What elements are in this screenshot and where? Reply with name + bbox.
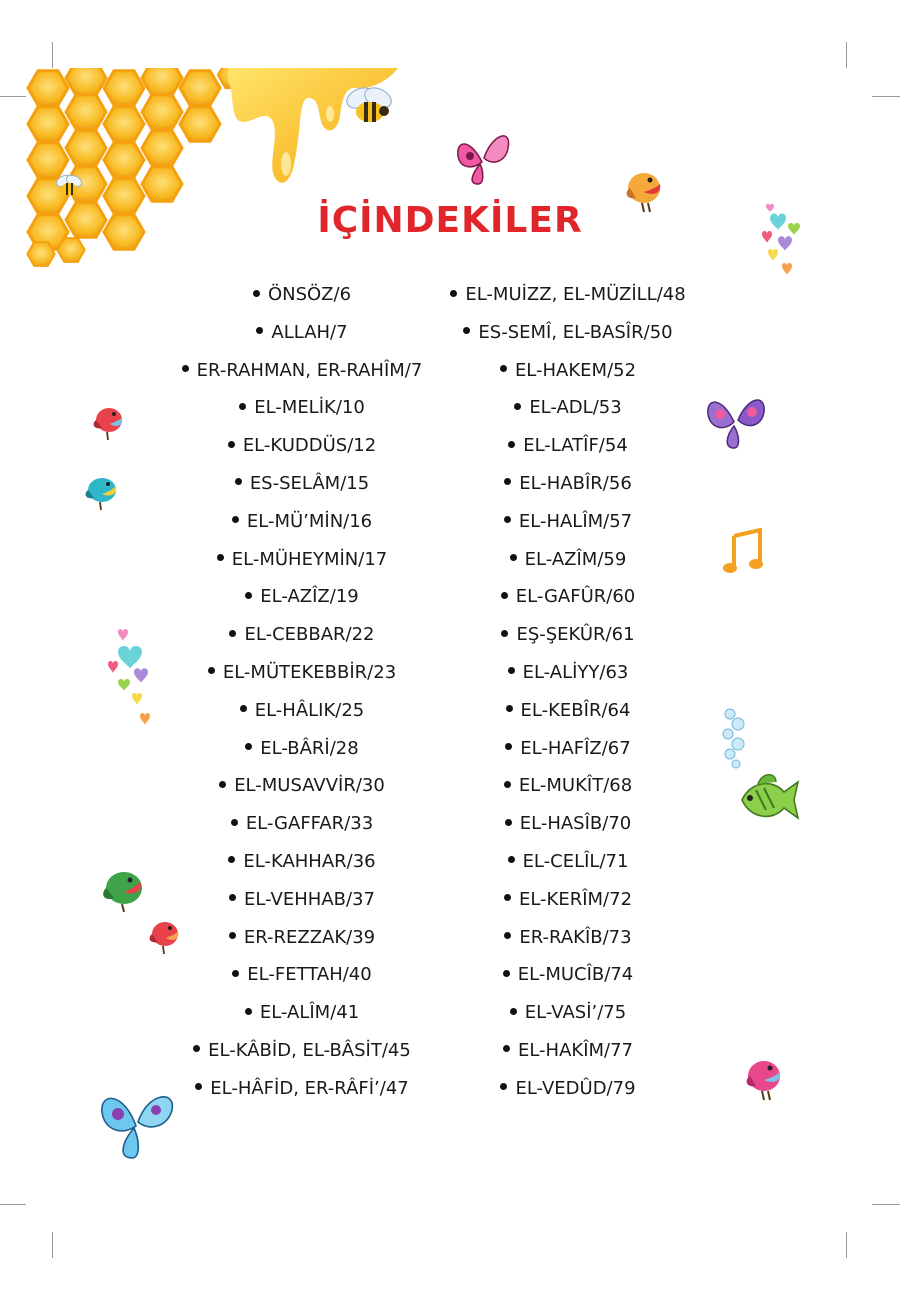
bullet-icon — [508, 856, 515, 863]
bullet-icon — [504, 894, 511, 901]
bullet-icon — [504, 516, 511, 523]
bubbles-icon — [718, 706, 752, 772]
bullet-icon — [503, 1045, 510, 1052]
toc-entry — [398, 616, 738, 654]
crop-mark — [872, 1204, 900, 1205]
bullet-icon — [228, 856, 235, 863]
bullet-icon — [508, 441, 515, 448]
bullet-icon — [503, 970, 510, 977]
toc-entry — [398, 465, 738, 503]
toc-entry-text: EL-MUKÎT/68 — [518, 775, 633, 797]
toc-entry — [398, 1032, 738, 1070]
toc-entry — [398, 578, 738, 616]
bullet-icon — [514, 403, 521, 410]
toc-entry-text: EL-MUSAVVİR/30 — [234, 775, 385, 797]
toc-entry-text: EL-AZÎM/59 — [524, 548, 627, 570]
bird-icon — [92, 402, 128, 442]
toc-entry-text: EL-MÜHEYMİN/17 — [231, 548, 388, 570]
toc-entry — [398, 427, 738, 465]
toc-entry-text: EL-AZÎZ/19 — [260, 586, 359, 608]
toc-entry-text: EL-MUCÎB/74 — [517, 964, 634, 986]
toc-entry-text: EL-HAKÎM/77 — [517, 1039, 634, 1061]
bullet-icon — [253, 290, 260, 297]
toc-entry-text: EL-MÜTEKEBBİR/23 — [222, 661, 397, 683]
bullet-icon — [219, 781, 226, 788]
crop-mark — [52, 1232, 53, 1258]
bird-icon — [148, 916, 184, 956]
bullet-icon — [504, 932, 511, 939]
toc-entry-text: ÖNSÖZ/6 — [267, 284, 352, 305]
bee-icon — [52, 174, 86, 200]
toc-entry — [398, 956, 738, 994]
toc-entry-text: EL-HALÎM/57 — [518, 510, 633, 532]
toc-entry-text: EL-VEDÛD/79 — [515, 1077, 636, 1099]
bird-icon — [742, 1054, 786, 1102]
bullet-icon — [256, 327, 263, 334]
toc-entry-text: ER-RAKÎB/73 — [519, 926, 632, 948]
toc-entry — [398, 503, 738, 541]
toc-entry-text: EL-MÜ’MİN/16 — [246, 510, 373, 532]
toc-entry — [398, 730, 738, 768]
toc-entry — [398, 389, 738, 427]
crop-mark — [846, 1232, 847, 1258]
bullet-icon — [232, 516, 239, 523]
toc-entry — [398, 654, 738, 692]
toc-entry-text: EL-HABÎR/56 — [519, 472, 632, 494]
toc-entry-text: ER-REZZAK/39 — [243, 926, 376, 948]
toc-entry — [398, 919, 738, 957]
crop-mark — [846, 42, 847, 68]
bullet-icon — [510, 1008, 517, 1015]
toc-entry-text: EL-GAFFAR/33 — [245, 813, 374, 835]
toc-entry-text: EL-GAFÛR/60 — [515, 586, 636, 608]
music-note-icon — [722, 528, 766, 576]
bullet-icon — [505, 819, 512, 826]
bullet-icon — [463, 327, 470, 334]
toc-entry — [398, 692, 738, 730]
toc-entry-text: ES-SEMÎ, EL-BASÎR/50 — [478, 321, 673, 343]
bullet-icon — [239, 403, 246, 410]
toc-entry-text: EL-HÂFİD, ER-RÂFİ’/47 — [210, 1077, 409, 1099]
bullet-icon — [500, 1083, 507, 1090]
bullet-icon — [510, 554, 517, 561]
toc-entry-text: EL-KEBÎR/64 — [520, 699, 631, 721]
bullet-icon — [240, 705, 247, 712]
bullet-icon — [235, 478, 242, 485]
toc-entry-text: EL-VASİ’/75 — [524, 1002, 627, 1024]
bee-icon — [338, 86, 400, 132]
fish-icon — [732, 770, 800, 830]
bullet-icon — [232, 970, 239, 977]
toc-entry — [398, 541, 738, 579]
toc-entry — [398, 805, 738, 843]
bullet-icon — [508, 667, 515, 674]
crop-mark — [0, 96, 26, 97]
toc-entry-text: EL-VEHHAB/37 — [244, 888, 375, 910]
crop-mark — [52, 42, 53, 68]
toc-entry-text: EL-LATÎF/54 — [523, 435, 628, 457]
bullet-icon — [245, 743, 252, 750]
toc-entry-text: EL-HAFÎZ/67 — [520, 737, 631, 759]
hearts-icon — [104, 622, 168, 732]
butterfly-icon — [704, 392, 768, 452]
toc-entry-text: EL-HASÎB/70 — [519, 813, 632, 835]
bullet-icon — [231, 819, 238, 826]
toc-entry-text: EL-ADL/53 — [529, 397, 622, 419]
butterfly-icon — [452, 128, 514, 188]
bird-icon — [100, 864, 148, 914]
crop-mark — [0, 1204, 26, 1205]
bullet-icon — [229, 630, 236, 637]
toc-entry-text: EL-KÂBİD, EL-BÂSİT/45 — [208, 1039, 411, 1061]
toc-entry-text: ER-RAHMAN, ER-RAHÎM/7 — [196, 359, 423, 381]
toc-entry-text: EL-ALÎM/41 — [259, 1002, 360, 1024]
toc-entry — [398, 881, 738, 919]
page-title: İÇİNDEKİLER — [317, 200, 583, 241]
bullet-icon — [217, 554, 224, 561]
bullet-icon — [195, 1083, 202, 1090]
toc-column-right — [398, 276, 738, 1108]
bullet-icon — [506, 705, 513, 712]
toc-entry-text: EL-KAHHAR/36 — [243, 850, 376, 872]
toc-entry-text: EL-KERÎM/72 — [518, 888, 633, 910]
toc-entry — [398, 276, 738, 314]
bullet-icon — [245, 592, 252, 599]
toc-entry-text: ALLAH/7 — [271, 321, 348, 343]
bird-icon — [84, 472, 122, 512]
bullet-icon — [505, 743, 512, 750]
toc-entry — [398, 352, 738, 390]
toc-entry-text: EŞ-ŞEKÛR/61 — [516, 624, 635, 646]
toc-entry-text: EL-HAKEM/52 — [514, 359, 637, 381]
toc-entry-text: EL-FETTAH/40 — [247, 964, 372, 986]
toc-entry-text: EL-ALİYY/63 — [522, 661, 629, 683]
bullet-icon — [193, 1045, 200, 1052]
toc-entry-text: EL-CELÎL/71 — [522, 850, 629, 872]
toc-entry-text: EL-MELİK/10 — [254, 397, 365, 419]
toc-entry — [398, 314, 738, 352]
bullet-icon — [229, 894, 236, 901]
bullet-icon — [500, 365, 507, 372]
toc-entry-text: EL-HÂLIK/25 — [254, 699, 365, 721]
bullet-icon — [245, 1008, 252, 1015]
toc-entry — [398, 994, 738, 1032]
bullet-icon — [208, 667, 215, 674]
butterfly-icon — [96, 1086, 180, 1162]
bullet-icon — [450, 290, 457, 297]
bullet-icon — [501, 592, 508, 599]
toc-entry-text: EL-CEBBAR/22 — [244, 624, 375, 646]
bullet-icon — [501, 630, 508, 637]
toc-entry — [398, 1070, 738, 1108]
toc-entry-text: EL-MUİZZ, EL-MÜZİLL/48 — [465, 284, 686, 305]
toc-entry-text: EL-BÂRİ/28 — [260, 737, 359, 759]
toc-entry — [398, 767, 738, 805]
crop-mark — [872, 96, 900, 97]
bullet-icon — [228, 441, 235, 448]
toc-entry-text: ES-SELÂM/15 — [249, 472, 370, 494]
toc-entry-text: EL-KUDDÜS/12 — [242, 435, 377, 457]
bullet-icon — [504, 478, 511, 485]
toc-entry — [398, 843, 738, 881]
bullet-icon — [504, 781, 511, 788]
bullet-icon — [229, 932, 236, 939]
bullet-icon — [182, 365, 189, 372]
